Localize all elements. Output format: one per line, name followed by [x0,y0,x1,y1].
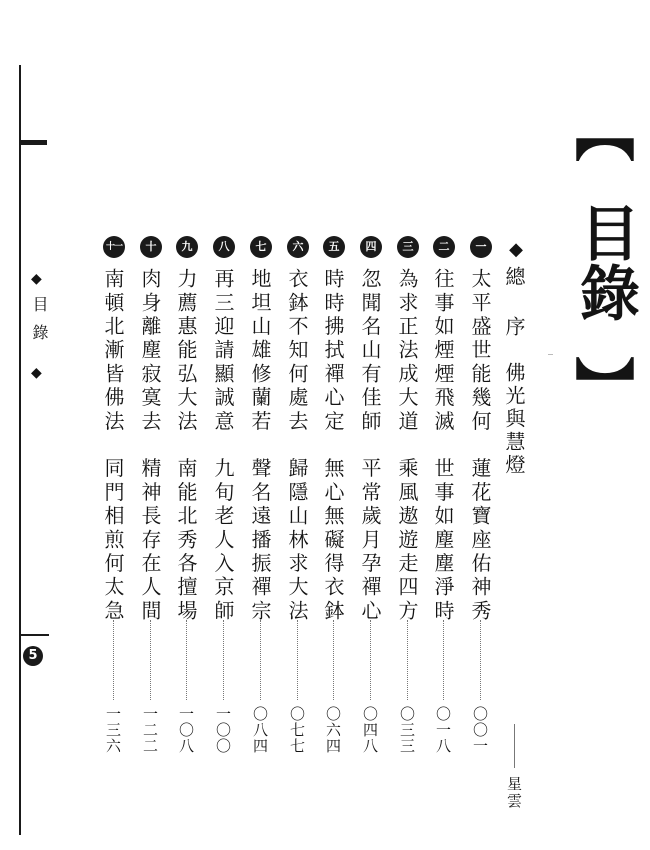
bracket-close-icon: ︼ [575,354,635,424]
chapter-number: 八 [213,236,235,258]
diamond-icon: ◆ [31,365,42,381]
chapter-number: 二 [433,236,455,258]
chapter-page: 〇七七 [288,706,306,754]
chapter-title: 衣鉢不知何處去 歸隱山林求大法 [285,268,309,624]
leader-line [186,620,187,700]
section-title-text: 目錄 [570,202,640,322]
chapter-number: 四 [360,236,382,258]
leader-line [443,620,444,700]
chapter-number: 七 [250,236,272,258]
chapter-page: 一三六 [104,706,122,754]
running-header: 目錄 [30,296,49,352]
chapter-page: 〇〇一 [471,706,489,754]
bracket-open-icon: ︻ [575,100,635,170]
margin-rule [19,65,21,835]
scan-speck [548,354,553,355]
leader-line [333,620,334,700]
chapter-number: 一 [470,236,492,258]
chapter-page: 〇四八 [361,706,379,754]
leader-line [113,620,114,700]
leader-line [407,620,408,700]
chapter-page: 一〇八 [177,706,195,754]
preface-author: 星雲 [505,776,523,810]
chapter-page: 一二二 [141,706,159,754]
leader-line [370,620,371,700]
chapter-number: 六 [287,236,309,258]
leader-line [480,620,481,700]
chapter-title: 地坦山雄修蘭若 聲名遠播振禪宗 [248,268,272,624]
chapter-title: 肉身離塵寂寞去 精神長存在人間 [138,268,162,624]
leader-line [150,620,151,700]
section-title [570,100,640,424]
leader-line [297,620,298,700]
margin-bar [19,140,47,145]
chapter-title: 再三迎請顯誠意 九旬老人入京師 [211,268,235,624]
chapter-title: 力薦惠能弘大法 南能北秀各擅場 [174,268,198,624]
chapter-title: 為求正法成大道 乘風遨遊走四方 [395,268,419,624]
chapter-page: 一〇〇 [214,706,232,754]
diamond-icon: ◆ [31,271,42,287]
chapter-page: 〇一八 [434,706,452,754]
chapter-number: 十一 [103,236,125,258]
leader-line [260,620,261,700]
chapter-number: 五 [323,236,345,258]
chapter-page: 〇八四 [251,706,269,754]
chapter-title: 往事如煙煙飛滅 世事如塵塵淨時 [431,268,455,624]
diamond-icon: ◆ [509,239,523,260]
margin-stub [19,634,49,636]
chapter-title: 南頓北漸皆佛法 同門相煎何太急 [101,268,125,624]
page-number: 5 [23,646,43,666]
chapter-title: 時時拂拭禪心定 無心無礙得衣鉢 [321,268,345,624]
chapter-number: 三 [397,236,419,258]
chapter-title: 忽聞名山有佳師 平常歲月孕禪心 [358,268,382,624]
chapter-page: 〇三三 [398,706,416,754]
preface-label: 總 序 佛光與慧燈 [502,266,526,477]
chapter-page: 〇六四 [324,706,342,754]
leader-line [514,724,515,768]
chapter-number: 九 [176,236,198,258]
chapter-title: 太平盛世能幾何 蓮花寶座佑神秀 [468,268,492,624]
chapter-number: 十 [140,236,162,258]
leader-line [223,620,224,700]
preface-entry[interactable] [496,236,536,810]
